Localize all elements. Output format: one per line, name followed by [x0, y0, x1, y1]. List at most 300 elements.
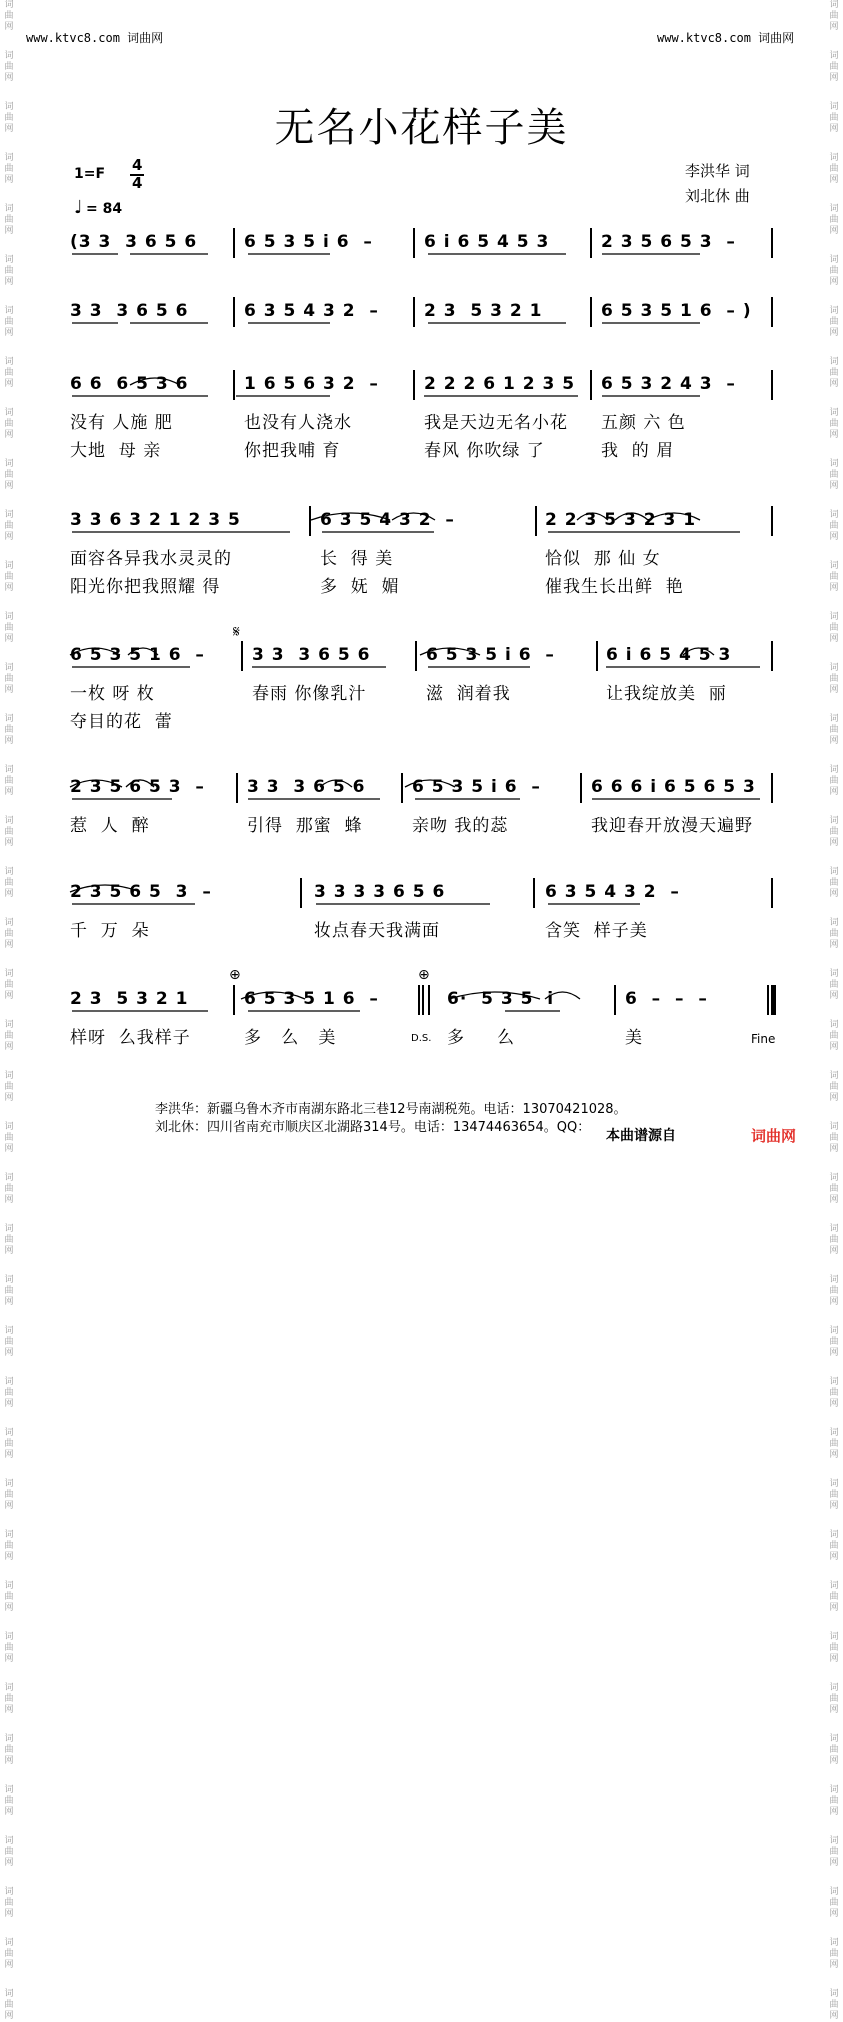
- watermark-char: 网: [4, 1195, 14, 1205]
- watermark-char: 网: [4, 1756, 14, 1766]
- watermark-char: 曲: [4, 164, 14, 174]
- watermark-char: 网: [4, 532, 14, 542]
- measure-notes: 3 3 3 6 5 6: [70, 301, 189, 321]
- watermark-char: 网: [4, 328, 14, 338]
- watermark-char: 曲: [829, 929, 839, 939]
- watermark-char: 网: [829, 532, 839, 542]
- watermark-char: 网: [829, 1756, 839, 1766]
- watermark-char: 词: [4, 357, 14, 367]
- watermark-char: 词: [829, 765, 839, 775]
- measure-notes: 6 5 3 5 1 6 – ): [601, 301, 752, 321]
- watermark-char: 网: [4, 175, 14, 185]
- watermark-char: 词: [829, 1581, 839, 1591]
- watermark-char: 网: [829, 1705, 839, 1715]
- watermark-char: 网: [829, 1858, 839, 1868]
- slur-mark: [449, 992, 540, 999]
- watermark-char: 词: [4, 1734, 14, 1744]
- watermark-char: 网: [4, 991, 14, 1001]
- ds-marking: D.S.: [411, 1033, 432, 1044]
- watermark-char: 网: [829, 1399, 839, 1409]
- watermark-char: 网: [4, 634, 14, 644]
- measure-notes: 6 i 6 5 4 5 3: [424, 232, 550, 252]
- watermark-char: 词: [829, 408, 839, 418]
- watermark-char: 曲: [829, 1592, 839, 1602]
- watermark-char: 词: [4, 204, 14, 214]
- watermark-char: 词: [829, 1224, 839, 1234]
- watermark-char: 曲: [829, 1490, 839, 1500]
- watermark-char: 曲: [4, 1286, 14, 1296]
- lyric-verse-1: 一枚 呀 枚: [70, 684, 155, 704]
- watermark-char: 网: [829, 328, 839, 338]
- watermark-char: 网: [4, 583, 14, 593]
- watermark-char: 曲: [829, 572, 839, 582]
- watermark-char: 曲: [829, 11, 839, 21]
- watermark-char: 网: [829, 175, 839, 185]
- watermark-char: 曲: [829, 62, 839, 72]
- watermark-char: 网: [4, 1450, 14, 1460]
- lyric-verse-1: 没有 人施 肥: [70, 413, 173, 433]
- watermark-char: 网: [4, 1909, 14, 1919]
- source-label: 本曲谱源自: [606, 1128, 676, 1144]
- watermark-char: 曲: [4, 1949, 14, 1959]
- watermark-char: 网: [829, 1552, 839, 1562]
- lyric-verse-1: 恰似 那 仙 女: [545, 549, 661, 569]
- slur-mark: [70, 885, 140, 892]
- watermark-char: 词: [829, 1734, 839, 1744]
- watermark-char: 词: [829, 1071, 839, 1081]
- lyric-verse-1: 我是天边无名小花: [424, 413, 568, 433]
- measure-notes: 3 3 6 3 2 1 2 3 5: [70, 510, 241, 530]
- watermark-char: 词: [4, 1887, 14, 1897]
- measure-notes: 6 6 6 5 3 6: [70, 374, 189, 394]
- watermark-char: 曲: [829, 1184, 839, 1194]
- lyricist-credit: 李洪华 词: [685, 162, 750, 180]
- watermark-char: 网: [4, 787, 14, 797]
- watermark-char: 曲: [4, 1847, 14, 1857]
- watermark-char: 词: [829, 1530, 839, 1540]
- measure-notes: 6 5 3 5 i 6 –: [244, 232, 373, 252]
- lyric-verse-1: 长 得 美: [320, 549, 394, 569]
- watermark-char: 词: [4, 153, 14, 163]
- watermark-char: 词: [4, 1326, 14, 1336]
- watermark-char: 词: [4, 969, 14, 979]
- watermark-char: 网: [829, 838, 839, 848]
- watermark-char: 曲: [4, 113, 14, 123]
- watermark-char: 曲: [4, 674, 14, 684]
- watermark-char: 词: [829, 1836, 839, 1846]
- slur-mark: [70, 780, 122, 787]
- watermark-char: 网: [829, 481, 839, 491]
- watermark-char: 曲: [829, 368, 839, 378]
- watermark-char: 网: [829, 1909, 839, 1919]
- watermark-char: 词: [4, 1479, 14, 1489]
- watermark-char: 词: [829, 1428, 839, 1438]
- measure-notes: 3 3 3 6 5 6: [252, 645, 371, 665]
- watermark-char: 曲: [4, 470, 14, 480]
- watermark-char: 曲: [829, 470, 839, 480]
- watermark-char: 曲: [829, 1541, 839, 1551]
- watermark-char: 曲: [829, 1388, 839, 1398]
- watermark-char: 网: [829, 226, 839, 236]
- watermark-char: 词: [4, 1224, 14, 1234]
- watermark-char: 曲: [829, 980, 839, 990]
- watermark-char: 网: [4, 2011, 14, 2021]
- watermark-char: 词: [829, 1326, 839, 1336]
- watermark-char: 曲: [829, 827, 839, 837]
- watermark-char: 曲: [829, 317, 839, 327]
- watermark-char: 词: [4, 561, 14, 571]
- lyric-verse-1: 引得 那蜜 蜂: [247, 816, 363, 836]
- watermark-char: 词: [4, 1938, 14, 1948]
- watermark-char: 曲: [4, 827, 14, 837]
- watermark-char: 词: [4, 1122, 14, 1132]
- watermark-char: 网: [4, 73, 14, 83]
- watermark-char: 网: [4, 1807, 14, 1817]
- watermark-char: 曲: [4, 776, 14, 786]
- watermark-char: 网: [4, 1348, 14, 1358]
- watermark-char: 词: [829, 816, 839, 826]
- watermark-char: 曲: [4, 368, 14, 378]
- watermark-char: 网: [829, 430, 839, 440]
- lyric-verse-1: 我迎春开放漫天遍野: [591, 816, 753, 836]
- measure-notes: 6 5 3 2 4 3 –: [601, 374, 736, 394]
- lyric-verse-1: 让我绽放美 丽: [606, 684, 727, 704]
- watermark-char: 词: [829, 1020, 839, 1030]
- watermark-char: 网: [4, 1399, 14, 1409]
- watermark-char: 曲: [829, 1898, 839, 1908]
- slur-mark: [128, 648, 158, 655]
- watermark-char: 词: [829, 306, 839, 316]
- watermark-char: 词: [829, 0, 839, 10]
- watermark-char: 曲: [4, 929, 14, 939]
- watermark-char: 词: [829, 1377, 839, 1387]
- watermark-char: 词: [4, 1071, 14, 1081]
- watermark-char: 网: [829, 1603, 839, 1613]
- watermark-char: 网: [829, 1042, 839, 1052]
- watermark-char: 网: [4, 1093, 14, 1103]
- measure-notes: 2 3 5 3 2 1: [424, 301, 543, 321]
- watermark-char: 网: [4, 481, 14, 491]
- watermark-char: 曲: [829, 164, 839, 174]
- watermark-char: 网: [829, 685, 839, 695]
- watermark-char: 曲: [4, 1898, 14, 1908]
- lyric-verse-2: 催我生长出鲜 艳: [545, 577, 684, 597]
- watermark-char: 网: [829, 583, 839, 593]
- watermark-char: 词: [829, 561, 839, 571]
- watermark-char: 网: [4, 1501, 14, 1511]
- watermark-char: 网: [4, 1246, 14, 1256]
- watermark-char: 网: [829, 73, 839, 83]
- watermark-char: 曲: [4, 521, 14, 531]
- watermark-char: 曲: [4, 1235, 14, 1245]
- watermark-char: 词: [829, 1173, 839, 1183]
- watermark-char: 网: [4, 889, 14, 899]
- watermark-char: 曲: [829, 1949, 839, 1959]
- slur-mark: [648, 513, 700, 520]
- lyric-verse-1: 千 万 朵: [70, 921, 150, 941]
- watermark-char: 词: [829, 357, 839, 367]
- watermark-char: 网: [829, 1297, 839, 1307]
- watermark-char: 曲: [4, 572, 14, 582]
- watermark-char: 网: [4, 1297, 14, 1307]
- watermark-char: 网: [829, 379, 839, 389]
- tempo-value: = 84: [86, 201, 123, 217]
- key-signature: 1=F: [74, 166, 106, 182]
- measure-notes: 3 3 3 6 5 6: [247, 777, 366, 797]
- watermark-char: 词: [4, 867, 14, 877]
- watermark-char: 词: [4, 1173, 14, 1183]
- song-title: 无名小花样子美: [274, 105, 569, 151]
- watermark-char: 词: [829, 1479, 839, 1489]
- watermark-char: 曲: [4, 266, 14, 276]
- measure-notes: 2 3 5 6 5 3 –: [70, 882, 212, 902]
- watermark-char: 曲: [4, 725, 14, 735]
- watermark-char: 词: [4, 714, 14, 724]
- time-signature-top: 4: [132, 156, 143, 174]
- watermark-char: 网: [4, 1603, 14, 1613]
- measure-notes: (3 3 3 6 5 6: [70, 232, 198, 252]
- slur-mark: [545, 992, 580, 999]
- watermark-char: 词: [4, 816, 14, 826]
- watermark-char: 网: [829, 1348, 839, 1358]
- lyric-verse-1: 含笑 样子美: [545, 921, 648, 941]
- measure-notes: 2 3 5 6 5 3 –: [601, 232, 736, 252]
- measure-notes: 3 3 3 3 6 5 6: [314, 882, 446, 902]
- lyric-verse-1: 也没有人浇水: [244, 413, 352, 433]
- measure-notes: 2 2 3 5 3 2 3 1: [545, 510, 697, 530]
- watermark-char: 词: [4, 663, 14, 673]
- watermark-char: 曲: [4, 1184, 14, 1194]
- watermark-char: 曲: [829, 113, 839, 123]
- measure-notes: 6 5 3 5 i 6 –: [426, 645, 555, 665]
- watermark-char: 词: [829, 918, 839, 928]
- slur-mark: [577, 513, 608, 520]
- slur-mark: [420, 648, 480, 655]
- watermark-char: 曲: [829, 1286, 839, 1296]
- watermark-char: 曲: [4, 215, 14, 225]
- lyric-verse-1: 五颜 六 色: [601, 413, 686, 433]
- lyric-verse-1: 多 么: [447, 1028, 516, 1048]
- watermark-char: 曲: [4, 1082, 14, 1092]
- coda-sign-1: ⊕: [229, 967, 241, 983]
- watermark-char: 网: [829, 124, 839, 134]
- watermark-char: 词: [829, 1683, 839, 1693]
- lyric-verse-1: 样呀 么我样子: [70, 1028, 191, 1048]
- watermark-char: 词: [829, 969, 839, 979]
- watermark-char: 词: [829, 153, 839, 163]
- watermark-char: 网: [4, 22, 14, 32]
- measure-notes: 6 5 3 5 1 6 –: [244, 989, 379, 1009]
- watermark-char: 网: [829, 736, 839, 746]
- watermark-char: 词: [4, 1275, 14, 1285]
- watermark-char: 曲: [4, 1592, 14, 1602]
- watermark-char: 曲: [4, 1694, 14, 1704]
- watermark-char: 词: [4, 1581, 14, 1591]
- footer-composer-address: 刘北休：四川省南充市顺庆区北湖路314号。电话：13474463654。QQ：: [155, 1120, 591, 1135]
- lyric-verse-2: 阳光你把我照耀 得: [70, 577, 221, 597]
- watermark-char: 曲: [4, 1643, 14, 1653]
- watermark-char: 网: [4, 277, 14, 287]
- watermark-char: 网: [4, 1144, 14, 1154]
- watermark-char: 词: [829, 612, 839, 622]
- header-url-right[interactable]: www.ktvc8.com 词曲网: [657, 31, 795, 45]
- slur-mark: [683, 648, 714, 655]
- watermark-char: 词: [4, 51, 14, 61]
- watermark-char: 曲: [829, 878, 839, 888]
- watermark-char: 词: [829, 459, 839, 469]
- watermark-char: 词: [829, 1989, 839, 1999]
- measure-notes: 6· 5 3 5 i: [447, 989, 555, 1009]
- watermark-char: 网: [4, 430, 14, 440]
- watermark-char: 词: [829, 102, 839, 112]
- watermark-char: 曲: [4, 1337, 14, 1347]
- lyric-verse-2: 多 妩 媚: [320, 577, 400, 597]
- watermark-char: 网: [829, 940, 839, 950]
- watermark-char: 词: [4, 0, 14, 10]
- slur-mark: [320, 780, 352, 787]
- measure-notes: 6 i 6 5 4 5 3: [606, 645, 732, 665]
- watermark-char: 曲: [4, 11, 14, 21]
- lyric-verse-2: 你把我哺 育: [244, 441, 341, 461]
- watermark-char: 曲: [829, 419, 839, 429]
- watermark-char: 网: [829, 1807, 839, 1817]
- watermark-char: 曲: [829, 776, 839, 786]
- watermark-char: 网: [829, 1654, 839, 1664]
- watermark-char: 词: [4, 918, 14, 928]
- watermark-char: 词: [4, 1683, 14, 1693]
- watermark-char: 词: [829, 1632, 839, 1642]
- watermark-char: 网: [829, 2011, 839, 2021]
- watermark-char: 曲: [4, 62, 14, 72]
- watermark-char: 网: [4, 1858, 14, 1868]
- watermark-char: 词: [829, 1275, 839, 1285]
- watermark-char: 曲: [4, 878, 14, 888]
- slur-mark: [311, 513, 390, 520]
- watermark-char: 曲: [829, 725, 839, 735]
- watermark-char: 网: [4, 838, 14, 848]
- watermark-char: 网: [4, 1960, 14, 1970]
- measure-notes: 2 3 5 3 2 1: [70, 989, 189, 1009]
- watermark-char: 曲: [829, 1694, 839, 1704]
- watermark-char: 曲: [4, 1133, 14, 1143]
- watermark-char: 词: [829, 204, 839, 214]
- watermark-char: 网: [829, 787, 839, 797]
- watermark-char: 词: [4, 1428, 14, 1438]
- watermark-char: 词: [829, 1887, 839, 1897]
- watermark-char: 网: [4, 685, 14, 695]
- coda-sign-2: ⊕: [418, 967, 430, 983]
- watermark-char: 词: [4, 1989, 14, 1999]
- watermark-char: 网: [829, 889, 839, 899]
- watermark-char: 词: [4, 459, 14, 469]
- time-signature-bottom: 4: [132, 174, 143, 192]
- slur-mark: [70, 648, 120, 655]
- measure-notes: 6 3 5 4 3 2 –: [545, 882, 680, 902]
- header-url-left[interactable]: www.ktvc8.com 词曲网: [26, 31, 164, 45]
- watermark-char: 曲: [4, 1388, 14, 1398]
- watermark-char: 词: [4, 1632, 14, 1642]
- watermark-char: 词: [4, 1020, 14, 1030]
- watermark-char: 曲: [4, 2000, 14, 2010]
- watermark-char: 词: [829, 255, 839, 265]
- slur-mark: [130, 378, 180, 385]
- watermark-char: 曲: [829, 2000, 839, 2010]
- watermark-char: 曲: [4, 1490, 14, 1500]
- watermark-char: 曲: [4, 317, 14, 327]
- measure-notes: 6 5 3 5 i 6 –: [412, 777, 541, 797]
- watermark-char: 曲: [4, 419, 14, 429]
- watermark-char: 曲: [829, 1847, 839, 1857]
- watermark-char: 曲: [829, 1745, 839, 1755]
- watermark-char: 曲: [4, 1541, 14, 1551]
- measure-notes: 6 3 5 4 3 2 –: [244, 301, 379, 321]
- watermark-char: 曲: [4, 1439, 14, 1449]
- measure-notes: 1 6 5 6 3 2 –: [244, 374, 379, 394]
- watermark-char: 曲: [829, 215, 839, 225]
- measure-notes: 6 5 3 5 1 6 –: [70, 645, 205, 665]
- footer-lyricist-address: 李洪华：新疆乌鲁木齐市南湖东路北三巷12号南湖税苑。电话：13070421028。: [155, 1102, 627, 1117]
- lyric-verse-1: 妆点春天我满面: [314, 921, 440, 941]
- brand-logo-text[interactable]: 词曲网: [751, 1127, 797, 1145]
- lyric-verse-1: 亲吻 我的蕊: [412, 816, 509, 836]
- watermark-char: 曲: [829, 1439, 839, 1449]
- watermark-char: 曲: [829, 1031, 839, 1041]
- watermark-char: 词: [4, 765, 14, 775]
- measure-notes: 2 2 2 6 1 2 3 5: [424, 374, 576, 394]
- watermark-char: 曲: [4, 1796, 14, 1806]
- watermark-char: 网: [4, 226, 14, 236]
- watermark-char: 词: [829, 510, 839, 520]
- watermark-char: 网: [4, 124, 14, 134]
- watermark-char: 词: [4, 1785, 14, 1795]
- watermark-char: 曲: [829, 1643, 839, 1653]
- watermark-char: 网: [829, 634, 839, 644]
- slur-mark: [392, 513, 435, 520]
- watermark-char: 曲: [4, 1745, 14, 1755]
- watermark-char: 词: [829, 1785, 839, 1795]
- lyric-verse-1: 惹 人 醉: [70, 816, 150, 836]
- watermark-char: 词: [829, 1122, 839, 1132]
- slur-mark: [615, 513, 648, 520]
- watermark-char: 曲: [829, 1337, 839, 1347]
- lyric-verse-1: 滋 润着我: [426, 684, 511, 704]
- watermark-char: 网: [4, 1654, 14, 1664]
- watermark-char: 网: [829, 1144, 839, 1154]
- watermark-char: 网: [4, 1552, 14, 1562]
- measure-notes: 2 3 5 6 5 3 –: [70, 777, 205, 797]
- watermark-char: 网: [829, 22, 839, 32]
- watermark-char: 曲: [4, 623, 14, 633]
- slur-mark: [405, 780, 455, 787]
- watermark-char: 词: [4, 102, 14, 112]
- watermark-char: 曲: [4, 1031, 14, 1041]
- watermark-char: 网: [829, 1960, 839, 1970]
- watermark-char: 曲: [829, 1235, 839, 1245]
- watermark-char: 网: [829, 1195, 839, 1205]
- watermark-char: 词: [4, 255, 14, 265]
- slur-mark: [241, 992, 305, 999]
- watermark-char: 曲: [829, 266, 839, 276]
- watermark-char: 网: [829, 1501, 839, 1511]
- watermark-char: 词: [4, 1836, 14, 1846]
- watermark-char: 曲: [829, 521, 839, 531]
- watermark-char: 词: [4, 408, 14, 418]
- watermark-char: 词: [829, 1938, 839, 1948]
- lyric-verse-1: 春雨 你像乳汁: [252, 684, 367, 704]
- segno-sign: 𝄋: [233, 622, 240, 641]
- watermark-char: 网: [4, 1705, 14, 1715]
- watermark-char: 词: [4, 1530, 14, 1540]
